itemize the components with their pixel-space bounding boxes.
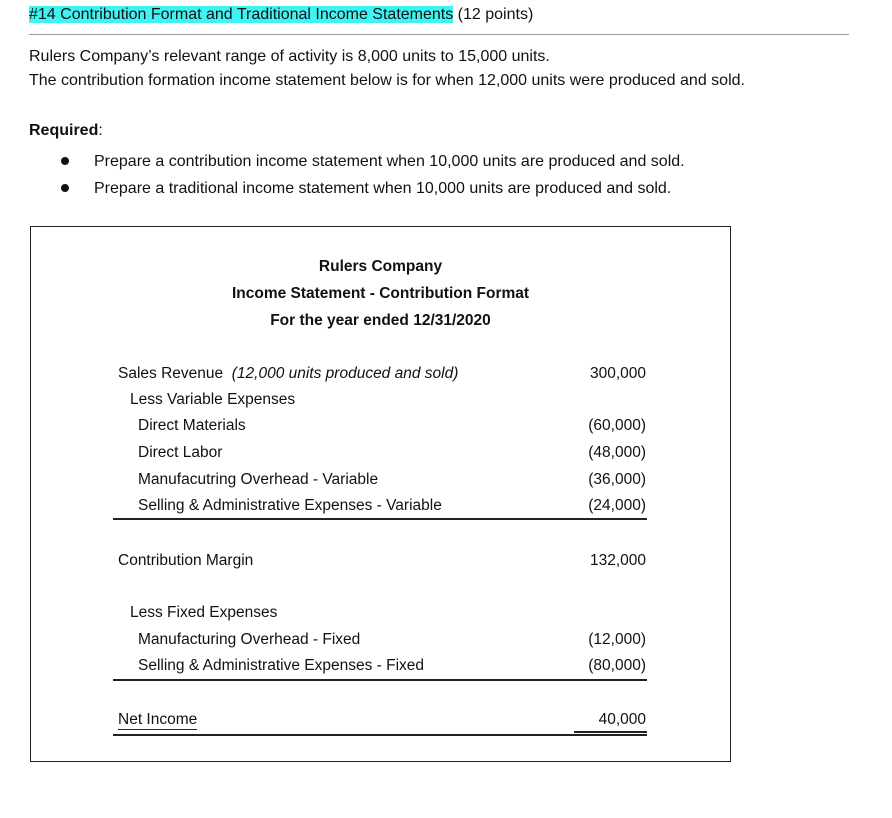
fixed-overhead-amount: (12,000) xyxy=(588,631,646,648)
heading-points: (12 points) xyxy=(453,6,534,23)
required-item-1: Prepare a contribution income statement when 10,000 units are produced and sold. xyxy=(94,153,685,170)
amount-column xyxy=(571,227,646,761)
list-item xyxy=(58,148,685,175)
direct-materials-amount: (60,000) xyxy=(588,417,646,434)
sales-note: (12,000 units produced and sold) xyxy=(231,365,459,382)
variable-sga-label: Selling & Administrative Expenses - Variable xyxy=(138,497,442,514)
fixed-sga-label: Selling & Administrative Expenses - Fixed xyxy=(138,657,425,674)
sales-amount: 300,000 xyxy=(589,365,646,382)
direct-materials-label: Direct Materials xyxy=(138,417,246,434)
required-label: Required xyxy=(29,122,99,139)
statement-period: For the year ended 12/31/2020 xyxy=(270,312,491,329)
direct-labor-label: Direct Labor xyxy=(138,444,223,461)
variable-expenses-underline xyxy=(113,518,647,520)
bullet-icon xyxy=(61,184,69,192)
net-income-amount: 40,000 xyxy=(598,711,646,728)
statement-title: Income Statement - Contribution Format xyxy=(231,285,530,302)
intro-text xyxy=(29,45,745,93)
fixed-expenses-underline xyxy=(113,679,647,681)
fixed-sga-amount: (80,000) xyxy=(588,657,646,674)
heading-title: #14 Contribution Format and Traditional Income Statements xyxy=(29,6,454,23)
fixed-overhead-label: Manufacturing Overhead - Fixed xyxy=(138,631,361,648)
contribution-margin-label: Contribution Margin xyxy=(118,552,254,569)
variable-overhead-label: Manufacutring Overhead - Variable xyxy=(138,471,379,488)
net-income-double-underline-2 xyxy=(113,734,647,736)
variable-overhead-amount: (36,000) xyxy=(588,471,646,488)
required-colon: : xyxy=(98,122,103,139)
required-list xyxy=(58,148,685,202)
variable-sga-amount: (24,000) xyxy=(588,497,646,514)
intro-line-2: The contribution formation income statement below is for when 12,000 units were produced and sold. xyxy=(29,72,745,89)
less-fixed-heading: Less Fixed Expenses xyxy=(130,604,278,621)
sales-revenue-row xyxy=(118,365,458,383)
required-heading xyxy=(29,122,103,140)
intro-line-1: Rulers Company’s relevant range of activity is 8,000 units to 15,000 units. xyxy=(29,48,550,65)
sales-label: Sales Revenue xyxy=(118,365,224,382)
contribution-margin-amount: 132,000 xyxy=(589,552,646,569)
statement-company: Rulers Company xyxy=(318,258,443,275)
required-item-2: Prepare a traditional income statement when 10,000 units are produced and sold. xyxy=(94,180,672,197)
income-statement-box xyxy=(30,226,731,762)
net-income-double-underline-1 xyxy=(574,731,647,733)
assignment-heading xyxy=(29,6,533,24)
net-income-label: Net Income xyxy=(118,711,198,728)
list-item xyxy=(58,175,685,202)
direct-labor-amount: (48,000) xyxy=(588,444,646,461)
bullet-icon xyxy=(61,157,69,165)
heading-divider xyxy=(29,34,849,35)
less-variable-heading: Less Variable Expenses xyxy=(130,391,296,408)
